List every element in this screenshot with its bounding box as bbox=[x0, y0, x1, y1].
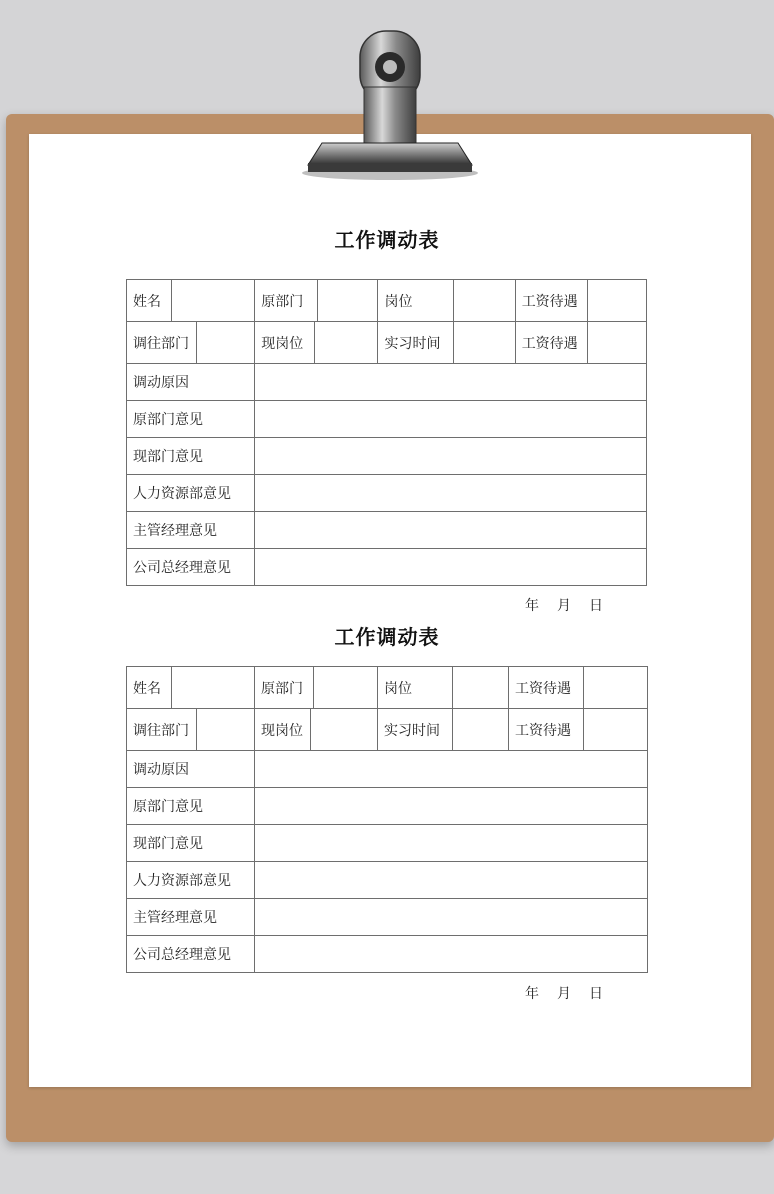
label-internship-time: 实习时间 bbox=[378, 322, 453, 364]
label-salary: 工资待遇 bbox=[515, 280, 587, 322]
field-manager-opinion[interactable] bbox=[255, 512, 647, 549]
form-title: 工作调动表 bbox=[334, 228, 440, 252]
field-current-position[interactable] bbox=[311, 709, 378, 751]
field-salary[interactable] bbox=[587, 280, 646, 322]
form-title: 工作调动表 bbox=[334, 625, 440, 649]
date-month: 月 bbox=[557, 986, 571, 1002]
date-day: 日 bbox=[589, 598, 603, 614]
field-original-dept-opinion[interactable] bbox=[255, 401, 647, 438]
transfer-form-table bbox=[126, 666, 648, 973]
label-position: 岗位 bbox=[378, 667, 453, 709]
label-salary-2: 工资待遇 bbox=[515, 322, 587, 364]
field-internship-time[interactable] bbox=[453, 709, 509, 751]
label-original-department: 原部门 bbox=[255, 667, 314, 709]
label-target-department: 调往部门 bbox=[127, 322, 197, 364]
binder-clip-icon bbox=[300, 25, 480, 180]
field-hr-opinion[interactable] bbox=[255, 862, 648, 899]
field-original-department[interactable] bbox=[314, 667, 378, 709]
field-salary-2[interactable] bbox=[587, 322, 646, 364]
label-current-position: 现岗位 bbox=[255, 709, 311, 751]
label-name: 姓名 bbox=[127, 667, 172, 709]
field-original-dept-opinion[interactable] bbox=[255, 788, 648, 825]
field-name[interactable] bbox=[172, 667, 255, 709]
field-gm-opinion[interactable] bbox=[255, 549, 647, 586]
date-month: 月 bbox=[557, 598, 571, 614]
label-gm-opinion: 公司总经理意见 bbox=[127, 549, 255, 586]
field-internship-time[interactable] bbox=[453, 322, 515, 364]
label-internship-time: 实习时间 bbox=[378, 709, 453, 751]
field-target-department[interactable] bbox=[197, 322, 255, 364]
field-current-dept-opinion[interactable] bbox=[255, 438, 647, 475]
label-name: 姓名 bbox=[127, 280, 172, 322]
label-position: 岗位 bbox=[378, 280, 453, 322]
date-year: 年 bbox=[525, 598, 539, 614]
field-target-department[interactable] bbox=[197, 709, 255, 751]
field-transfer-reason[interactable] bbox=[255, 751, 648, 788]
date-line bbox=[525, 595, 603, 615]
date-day: 日 bbox=[589, 986, 603, 1002]
field-hr-opinion[interactable] bbox=[255, 475, 647, 512]
label-hr-opinion: 人力资源部意见 bbox=[127, 862, 255, 899]
label-current-dept-opinion: 现部门意见 bbox=[127, 825, 255, 862]
field-current-dept-opinion[interactable] bbox=[255, 825, 648, 862]
field-transfer-reason[interactable] bbox=[255, 364, 647, 401]
date-line bbox=[525, 983, 603, 1003]
field-name[interactable] bbox=[172, 280, 255, 322]
field-salary[interactable] bbox=[584, 667, 648, 709]
label-salary: 工资待遇 bbox=[509, 667, 584, 709]
field-manager-opinion[interactable] bbox=[255, 899, 648, 936]
label-hr-opinion: 人力资源部意见 bbox=[127, 475, 255, 512]
date-year: 年 bbox=[525, 986, 539, 1002]
field-gm-opinion[interactable] bbox=[255, 936, 648, 973]
label-manager-opinion: 主管经理意见 bbox=[127, 512, 255, 549]
field-position[interactable] bbox=[453, 280, 515, 322]
label-salary-2: 工资待遇 bbox=[509, 709, 584, 751]
label-original-department: 原部门 bbox=[255, 280, 318, 322]
field-position[interactable] bbox=[453, 667, 509, 709]
transfer-form-table bbox=[126, 279, 647, 586]
label-current-dept-opinion: 现部门意见 bbox=[127, 438, 255, 475]
label-manager-opinion: 主管经理意见 bbox=[127, 899, 255, 936]
label-target-department: 调往部门 bbox=[127, 709, 197, 751]
label-original-dept-opinion: 原部门意见 bbox=[127, 788, 255, 825]
field-salary-2[interactable] bbox=[584, 709, 648, 751]
label-original-dept-opinion: 原部门意见 bbox=[127, 401, 255, 438]
label-transfer-reason: 调动原因 bbox=[127, 751, 255, 788]
label-transfer-reason: 调动原因 bbox=[127, 364, 255, 401]
label-gm-opinion: 公司总经理意见 bbox=[127, 936, 255, 973]
field-current-position[interactable] bbox=[315, 322, 378, 364]
label-current-position: 现岗位 bbox=[255, 322, 315, 364]
field-original-department[interactable] bbox=[318, 280, 378, 322]
